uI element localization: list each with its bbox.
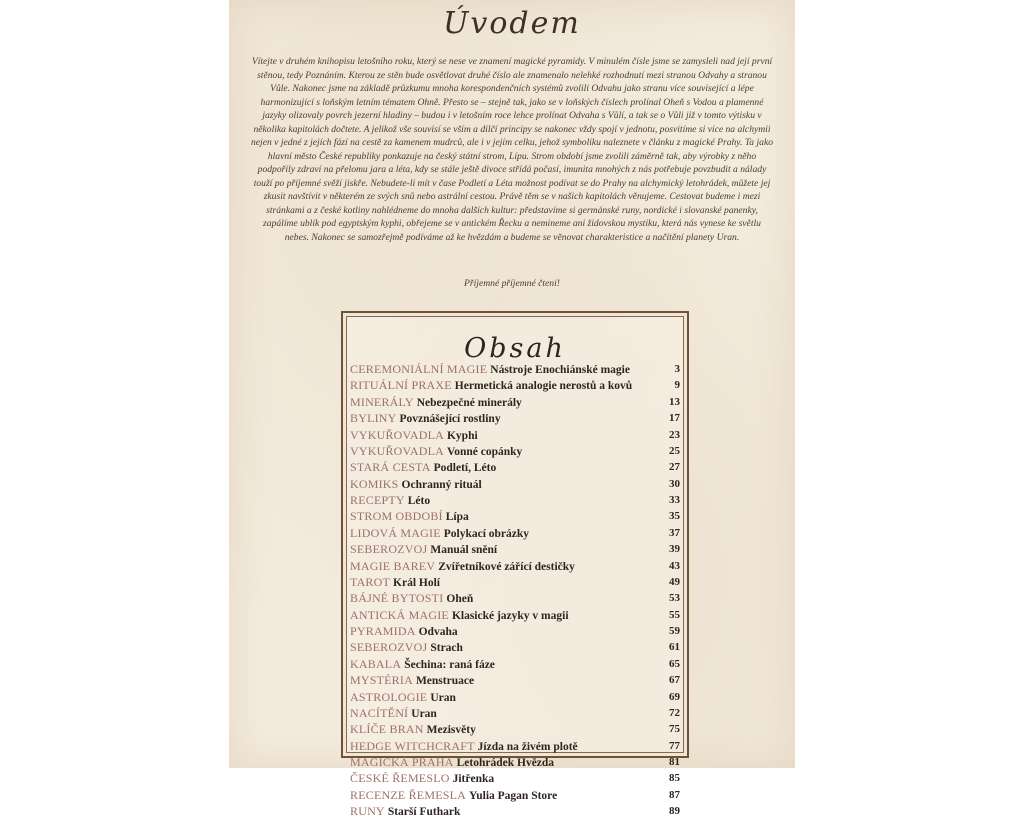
toc-page-number: 69 [669, 690, 680, 703]
toc-entry[interactable] [350, 689, 680, 705]
toc-article-title: Povznášející rostliny [399, 413, 501, 426]
toc-article-title: Mezisvěty [426, 724, 476, 737]
toc-entry[interactable] [350, 377, 680, 393]
toc-page-number: 23 [669, 428, 680, 441]
toc-entry[interactable] [350, 394, 680, 410]
toc-entry[interactable] [350, 492, 680, 508]
toc-page-number: 43 [669, 559, 680, 572]
toc-entry[interactable] [350, 656, 680, 672]
toc-page-number: 87 [669, 788, 680, 801]
toc-section-label: HEDGE WITCHCRAFT [350, 738, 475, 753]
intro-title: Úvodem [443, 6, 581, 41]
toc-entry[interactable] [350, 787, 680, 803]
toc-article-title: Léto [407, 495, 431, 507]
toc-section-label: VYKUŘOVADLA [350, 443, 444, 458]
toc-entry[interactable] [350, 623, 680, 639]
toc-section-label: MAGICKÁ PRAHA [350, 755, 454, 769]
toc-page-number: 35 [669, 510, 680, 523]
toc-article-title: Ochranný rituál [401, 478, 482, 491]
toc-page-number: 30 [669, 477, 680, 490]
toc-section-label: PYRAMIDA [350, 624, 416, 638]
toc-page-number: 67 [669, 674, 680, 687]
toc-page-number: 75 [669, 723, 680, 736]
toc-article-title: Klasické jazyky v magii [451, 609, 569, 622]
toc-page-number: 33 [669, 494, 680, 506]
toc-page-number: 49 [669, 575, 680, 588]
toc-article-title: Zvířetníkové zářící destičky [438, 560, 575, 573]
toc-entry[interactable] [350, 459, 680, 475]
toc-page-number: 17 [669, 412, 680, 425]
toc-article-title: Polykací obrázky [443, 527, 530, 540]
toc-page-number: 55 [669, 608, 680, 621]
toc-section-label: KABALA [350, 656, 402, 671]
toc-article-title: Menstruace [415, 675, 475, 688]
toc-entry[interactable] [350, 558, 680, 574]
toc-page-number: 39 [669, 543, 680, 556]
toc-section-label: SEBEROZVOJ [350, 640, 428, 655]
toc-article-title: Starší Futhark [387, 806, 461, 819]
toc-article-title: Nebezpečné minerály [416, 396, 522, 409]
toc-article-title: Oheň [446, 593, 474, 606]
toc-entry[interactable] [350, 443, 680, 459]
toc-section-label: RECEPTY [350, 493, 405, 507]
toc-entry[interactable] [350, 721, 680, 737]
toc-page-number: 72 [669, 706, 680, 719]
toc-page-number: 37 [669, 526, 680, 539]
toc-entry[interactable] [350, 574, 680, 590]
toc-section-label: BYLINY [350, 411, 397, 426]
toc-article-title: Šechina: raná fáze [404, 658, 495, 671]
toc-article-title: Kyphi [446, 429, 478, 442]
toc-section-label: RECENZE ŘEMESLA [350, 787, 466, 802]
toc-section-label: ASTROLOGIE [350, 689, 428, 704]
toc-page-number: 53 [669, 592, 680, 605]
toc-entry[interactable] [350, 607, 680, 623]
toc-article-title: Král Holí [393, 576, 441, 589]
toc-entry[interactable] [350, 541, 680, 557]
toc-article-title: Manuál snění [430, 544, 498, 557]
toc-page-number: 65 [669, 657, 680, 670]
toc-article-title: Yulia Pagan Store [469, 789, 558, 802]
toc-article-title: Jízda na živém plotě [477, 740, 578, 753]
toc-entry[interactable] [350, 590, 680, 606]
toc-section-label: RITUÁLNÍ PRAXE [350, 378, 452, 393]
toc-entry[interactable] [350, 770, 680, 786]
toc-section-label: VYKUŘOVADLA [350, 427, 444, 442]
intro-text: Vítejte v druhém knihopisu letošního roku, který se nese ve znamení magické pyramidy. V minulém čísle jsme se zamysleli nad její první stěnou, tedy Poznáním. Kterou ze stěn bude osvětlovat druhé číslo ale znamenalo nelehké rozhodnutí mezi stranou Odvahy a stranou Vůle. Nakonec jsme na základě průzkumu mnoha korespondenčních systémů zvolili Odvahu jako stranu více související a lépe harmonizující s loňským letním tématem Ohně. Přesto se – stejně tak, jako se v loňských číslech prolínal Oheň s Vodou a plamenné jazyky olizovaly povrch jezerní hladiny – budou i v letošním roce lehce prolínat Odvaha s Vůlí, a tak se o Vůli již v tomto výtisku v několika kapitolách dočtete. A jelikož vše souvisí se vším a dílčí principy se nakonec vždy spojí v jednotu, posvítíme si více na alchymii nejen v jedné z jejích fází na cestě za kamenem mudrců, ale i v jejím celku, jehož symboliku naleznete v článku z magické Prahy. Ta jako hlavní město České republiky ponkazuje na český státní strom, Lípu. Strom období jsme zvolili záměrně tak, aby výrobky z něho podpořily zdraví na přelomu jara a léta, kdy se stále ještě divoce střídá počasí, imunita mnohých z nás potřebuje povzbudit a nálady touží po příjemné svěží jiskře. Nebudete-li mít v čase Podletí a Léta možnost podívat se do Prahy na alchymický letohrádek, můžete jej zkusit navštívit v některém ze svých snů nebo astrální cestou. Právě těm se v našich kapitolách věnujeme. Cestovat budeme i mezi stránkami a z české kotliny nahlédneme do mnoha dalších kultur: představíme si germánské runy, nordické i slovanské panenky, zapálíme ublík pod egyptským kyphi, obřejeme se v antickém Řecku a nemineme ani židovskou mystiku, která nás vynese ke světlu nebes. Nakonec se samozřejmě podíváme až ke hvězdám a budeme se věnovat charakteristice a načítění planety Uran. [251, 56, 774, 243]
toc-entry[interactable] [350, 427, 680, 443]
toc-page-number: 13 [669, 395, 680, 408]
toc-entry[interactable] [350, 525, 680, 541]
toc-article-title: Podletí, Léto [433, 462, 497, 475]
toc-section-label: NACÍTĚNÍ [350, 705, 409, 720]
toc-page-number: 77 [669, 739, 680, 752]
toc-article-title: Lípa [445, 511, 469, 524]
toc-section-label: MYSTÉRIA [350, 673, 413, 688]
toc-list [350, 361, 680, 820]
toc-page-number: 25 [669, 444, 680, 457]
intro-closing: Příjemné příjemné čtení! [464, 278, 560, 289]
toc-article-title: Uran [411, 707, 437, 720]
toc-entry[interactable] [350, 361, 680, 377]
toc-page-number: 27 [669, 461, 680, 474]
toc-article-title: Strach [430, 642, 463, 655]
toc-entry[interactable] [350, 639, 680, 655]
toc-entry[interactable] [350, 803, 680, 819]
toc-section-label: SEBEROZVOJ [350, 542, 428, 557]
toc-section-label: STROM OBDOBÍ [350, 509, 443, 524]
toc-page-number: 61 [669, 641, 680, 654]
toc-section-label: BÁJNÉ BYTOSTI [350, 591, 444, 606]
toc-page-number: 9 [674, 379, 680, 392]
toc-section-label: CEREMONIÁLNÍ MAGIE [350, 362, 488, 376]
toc-article-title: Hermetická analogie nerostů a kovů [454, 380, 633, 393]
toc-article-title: Vonné copánky [446, 445, 523, 458]
toc-section-label: KOMIKS [350, 476, 399, 491]
toc-page-number: 3 [674, 363, 680, 375]
toc-article-title: Jitřenka [452, 773, 495, 786]
table-of-contents [341, 311, 689, 819]
toc-entry[interactable] [350, 476, 680, 492]
toc-title: Obsah [464, 333, 566, 364]
toc-page-number: 81 [669, 756, 680, 768]
toc-section-label: STARÁ CESTA [350, 460, 431, 475]
toc-article-title: Uran [430, 691, 456, 704]
toc-page-number: 59 [669, 625, 680, 637]
toc-entry[interactable] [350, 410, 680, 426]
toc-section-label: RUNY [350, 804, 385, 819]
toc-page-number: 89 [669, 805, 680, 818]
toc-article-title: Nástroje Enochiánské magie [490, 364, 630, 376]
toc-entry[interactable] [350, 508, 680, 524]
toc-section-label: ANTICKÁ MAGIE [350, 607, 449, 622]
toc-entry[interactable] [350, 672, 680, 688]
toc-section-label: ČESKÉ ŘEMESLO [350, 771, 450, 786]
toc-section-label: LIDOVÁ MAGIE [350, 525, 441, 540]
toc-article-title: Letohrádek Hvězda [456, 757, 555, 769]
toc-entry[interactable] [350, 754, 680, 770]
toc-section-label: MINERÁLY [350, 394, 414, 409]
toc-section-label: MAGIE BAREV [350, 558, 436, 573]
toc-entry[interactable] [350, 705, 680, 721]
toc-section-label: KLÍČE BRAN [350, 722, 424, 737]
toc-section-label: TAROT [350, 574, 391, 589]
toc-page-number: 85 [669, 772, 680, 785]
toc-entry[interactable] [350, 738, 680, 754]
toc-article-title: Odvaha [418, 626, 458, 638]
magazine-page [229, 0, 795, 819]
